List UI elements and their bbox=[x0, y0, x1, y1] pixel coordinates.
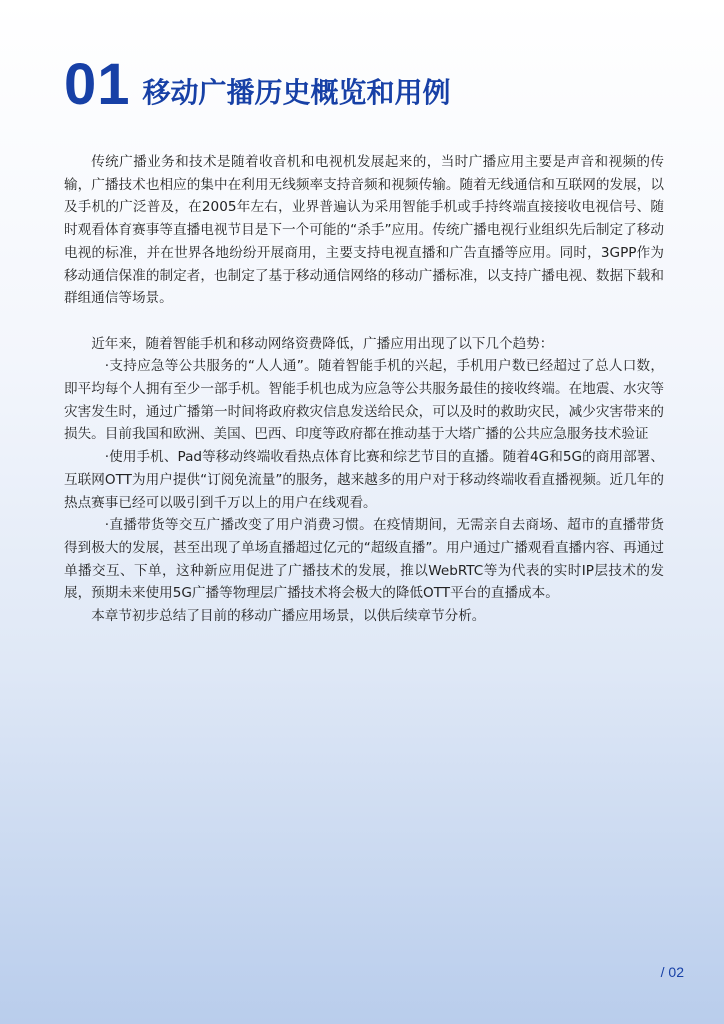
trend-bullet: ·直播带货等交互广播改变了用户消费习惯。在疫情期间，无需亲自去商场、超市的直播带货得到极大的发展，甚至出现了单场直播超过亿元的“超级直播”。用户通过广播观看直播内容、再通过单播交互、下单，这种新应用促进了广播技术的发展，推以WebRTC等为代表的实时IP层技术的发展，预期未来使用5G广播等物理层广播技术将会极大的降低OTT平台的直播成本。 bbox=[64, 517, 664, 602]
paragraph: 传统广播业务和技术是随着收音机和电视机发展起来的，当时广播应用主要是声音和视频的传输，广播技术也相应的集中在利用无线频率支持音频和视频传输。随着无线通信和互联网的发展，以及手机的广泛普及，在2005年左右，业界普遍认为采用智能手机或手持终端直接接收电视信号、随时观看体育赛事等直播电视节目是下一个可能的“杀手”应用。传统广播电视行业组织先后制定了移动电视的标准，并在世界各地纷纷开展商用，主要支持电视直播和广告直播等应用。同时，3GPP作为移动通信保准的制定者，也制定了基于移动通信网络的移动广播标准，以支持广播电视、数据下载和群组通信等场景。 bbox=[64, 154, 664, 307]
trend-bullet: ·支持应急等公共服务的“人人通”。随着智能手机的兴起，手机用户数已经超过了总人口数，即平均每个人拥有至少一部手机。智能手机也成为应急等公共服务最佳的接收终端。在地震、水灾等灾害发生时，通过广播第一时间将政府救灾信息发送给民众，可以及时的救助灾民，减少灾害带来的损失。目前我国和欧洲、美国、巴西、印度等政府都在推动基于大塔广播的公共应急服务技术验证 bbox=[64, 358, 664, 443]
closing-paragraph: 本章节初步总结了目前的移动广播应用场景，以供后续章节分析。 bbox=[91, 608, 486, 625]
chapter-header bbox=[64, 52, 451, 117]
trend-bullet: ·使用手机、Pad等移动终端收看热点体育比赛和综艺节目的直播。随着4G和5G的商用部署、互联网OTT为用户提供“订阅免流量”的服务，越来越多的用户对于移动终端收看直播视频。近几年的热点赛事已经可以吸引到千万以上的用户在线观看。 bbox=[64, 449, 664, 511]
chapter-title: 移动广播历史概览和用例 bbox=[142, 76, 451, 109]
trends-intro: 近年来，随着智能手机和移动网络资费降低，广播应用出现了以下几个趋势： bbox=[91, 335, 554, 352]
page-number: / 02 bbox=[660, 964, 684, 980]
paragraph-gap bbox=[64, 310, 664, 333]
chapter-number: 01 bbox=[64, 52, 131, 117]
body-text bbox=[64, 151, 664, 628]
